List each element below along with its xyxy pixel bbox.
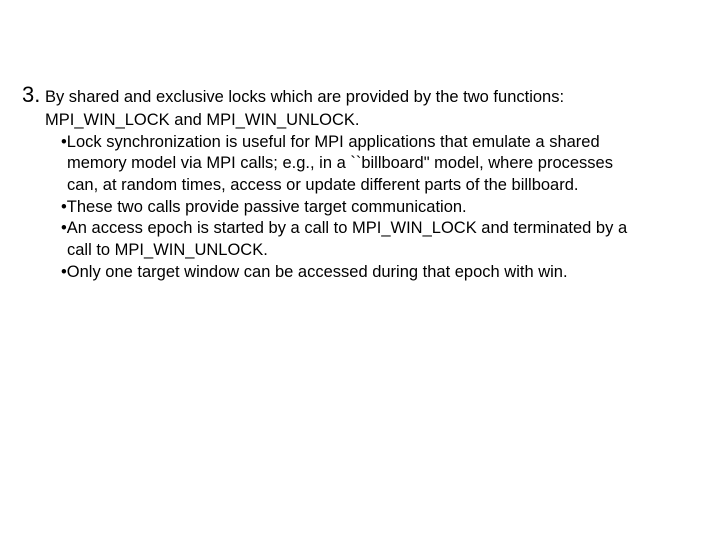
point-number: 3.: [22, 82, 41, 107]
bullet-2-line-1: •These two calls provide passive target communication.: [61, 198, 467, 216]
heading-line-2: MPI_WIN_LOCK and MPI_WIN_UNLOCK.: [45, 111, 360, 129]
bullet-1-line-1: •Lock synchronization is useful for MPI applications that emulate a shared: [61, 133, 600, 151]
heading-line-1: [22, 84, 564, 108]
bullet-4-line-1: •Only one target window can be accessed during that epoch with win.: [61, 263, 568, 281]
bullet-1-line-2: memory model via MPI calls; e.g., in a ``billboard" model, where processes: [67, 154, 613, 172]
bullet-3-line-2: call to MPI_WIN_UNLOCK.: [67, 241, 268, 259]
bullet-3-line-1: •An access epoch is started by a call to MPI_WIN_LOCK and terminated by a: [61, 219, 628, 237]
heading-text: By shared and exclusive locks which are provided by the two functions:: [44, 88, 565, 106]
bullet-1-line-3: can, at random times, access or update different parts of the billboard.: [67, 176, 579, 194]
